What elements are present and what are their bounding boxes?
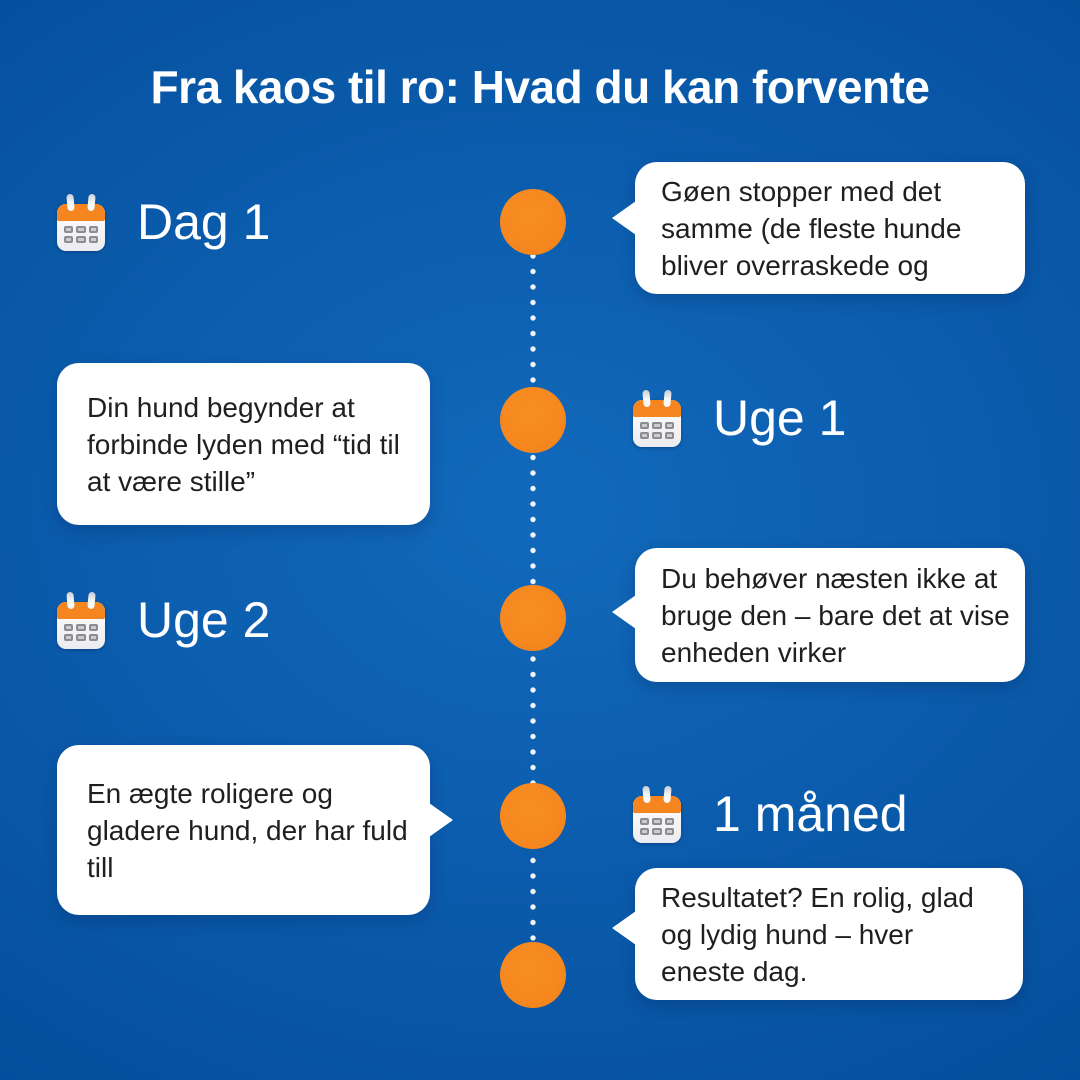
- page-title: Fra kaos til ro: Hvad du kan forvente: [150, 61, 930, 113]
- bubble-text-line: Din hund begynder at: [87, 391, 355, 423]
- calendar-icon: [633, 786, 681, 843]
- bubble-tail-left: [612, 911, 636, 945]
- bubble-text-line: Gøen stopper med det: [661, 175, 942, 207]
- milestone-1-maaned: [633, 781, 908, 847]
- bubble-text-line: forbinde lyden med “tid til: [87, 428, 400, 460]
- speech-bubble-3: [635, 548, 1025, 682]
- timeline-node-1: [500, 189, 566, 255]
- calendar-icon: [57, 592, 105, 649]
- bubble-tail-left: [612, 201, 636, 235]
- bubble-text-line: gladere hund, der har fuld: [87, 814, 408, 846]
- milestone-dag-1: [57, 189, 270, 255]
- bubble-text-line: samme (de fleste hunde: [661, 212, 962, 244]
- milestone-label: Uge 2: [137, 592, 271, 648]
- speech-bubble-2: [57, 363, 430, 525]
- speech-bubble-5: [635, 868, 1023, 1000]
- bubble-text-line: bruge den – bare det at vise: [661, 599, 1010, 631]
- calendar-icon: [633, 390, 681, 447]
- milestone-uge-1: [633, 385, 846, 451]
- milestone-label: 1 måned: [713, 786, 908, 842]
- bubble-text-line: En ægte roligere og: [87, 777, 333, 809]
- bubble-text-line: og lydig hund – hver: [661, 918, 914, 950]
- milestone-uge-2: [57, 587, 270, 653]
- milestone-label: Uge 1: [713, 390, 847, 446]
- bubble-text-line: at være stille”: [87, 465, 256, 497]
- bubble-text-line: bliver overraskede og: [661, 249, 929, 281]
- bubble-text-line: Du behøver næsten ikke at: [661, 562, 998, 594]
- bubble-text-line: enheden virker: [661, 636, 847, 668]
- bubble-text-line: till: [87, 851, 114, 883]
- timeline-node-2: [500, 387, 566, 453]
- timeline-node-3: [500, 585, 566, 651]
- milestone-label: Dag 1: [137, 194, 271, 250]
- bubble-tail-right: [429, 803, 453, 837]
- bubble-text-line: Resultatet? En rolig, glad: [661, 881, 974, 913]
- bubble-text-line: eneste dag.: [661, 955, 808, 987]
- speech-bubble-1: [635, 162, 1025, 294]
- bubble-tail-left: [612, 595, 636, 629]
- speech-bubble-4: [57, 745, 430, 915]
- timeline-node-4: [500, 783, 566, 849]
- timeline-node-5: [500, 942, 566, 1008]
- calendar-icon: [57, 194, 105, 251]
